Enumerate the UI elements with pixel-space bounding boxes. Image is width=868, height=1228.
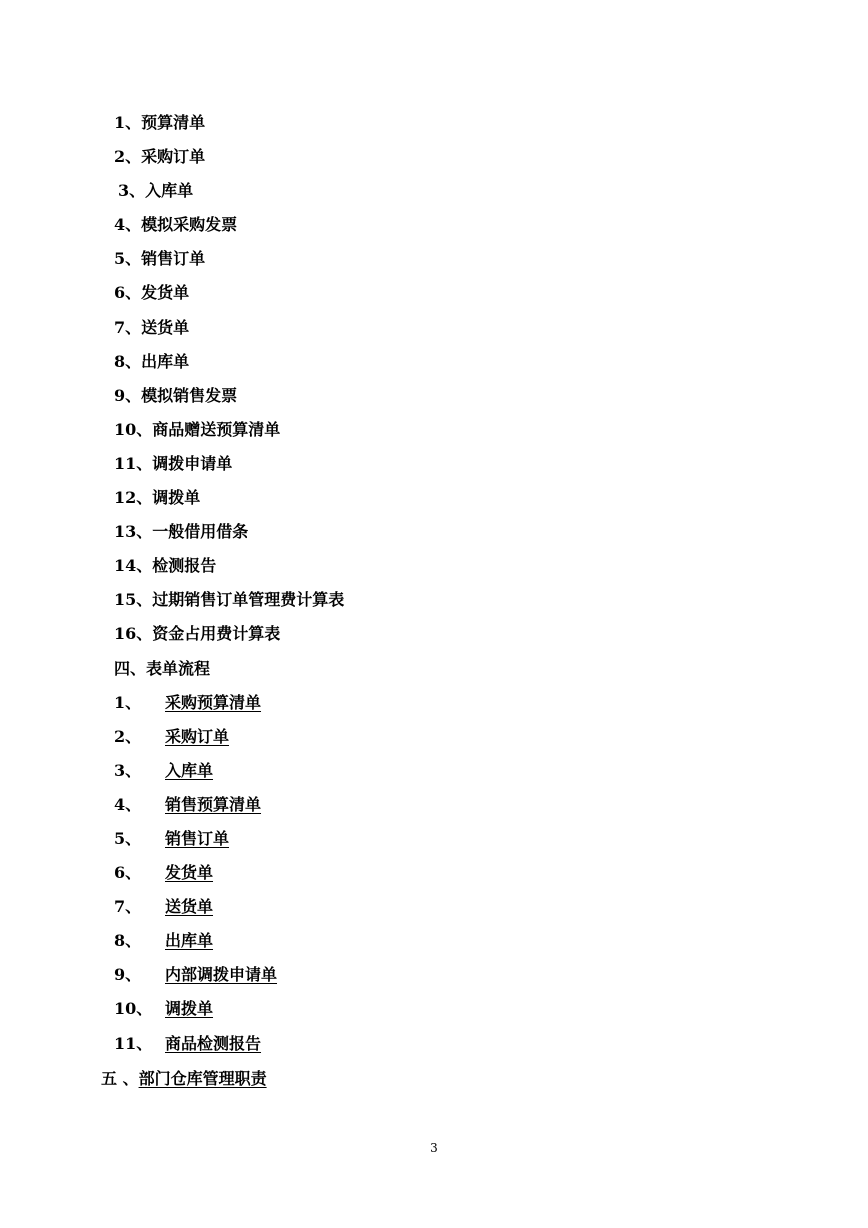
item-number: 5、 [114, 828, 142, 848]
flow-item-4[interactable] [114, 794, 344, 828]
item-number: 7、 [114, 317, 142, 337]
item-label: 调拨单 [152, 488, 201, 508]
form-item-1 [114, 112, 344, 146]
flow-item-10[interactable] [114, 998, 344, 1032]
flow-item-1[interactable] [114, 692, 344, 726]
form-item-3 [114, 180, 344, 214]
flow-link[interactable]: 采购订单 [165, 726, 230, 746]
flow-item-6[interactable] [114, 862, 344, 896]
flow-item-2[interactable] [114, 726, 344, 760]
flow-link[interactable]: 商品检测报告 [165, 1033, 262, 1053]
flow-link[interactable]: 送货单 [165, 897, 214, 917]
form-item-9 [114, 385, 344, 419]
flow-link[interactable]: 发货单 [165, 863, 214, 883]
item-label: 检测报告 [152, 556, 217, 576]
item-number: 13、 [114, 522, 153, 542]
item-number: 2、 [114, 147, 142, 167]
flow-link[interactable]: 销售订单 [165, 828, 230, 848]
flow-item-11[interactable] [114, 1033, 344, 1067]
item-number: 14、 [114, 556, 153, 576]
item-number: 7、 [114, 897, 142, 917]
item-number: 12、 [114, 488, 153, 508]
section-link[interactable]: 部门仓库管理职责 [138, 1069, 267, 1088]
item-number: 6、 [114, 863, 142, 883]
item-number: 1、 [114, 692, 142, 712]
form-item-10 [114, 419, 344, 453]
item-number: 8、 [114, 351, 142, 371]
item-label: 发货单 [141, 283, 190, 303]
item-number: 8、 [114, 931, 142, 951]
flow-link[interactable]: 调拨单 [165, 999, 214, 1019]
item-number: 11、 [114, 453, 153, 473]
item-label: 送货单 [141, 317, 190, 337]
item-number: 9、 [114, 965, 142, 985]
flow-item-7[interactable] [114, 896, 344, 930]
item-label: 入库单 [145, 181, 194, 201]
form-item-2 [114, 146, 344, 180]
item-label: 一般借用借条 [152, 522, 249, 542]
item-label: 采购订单 [141, 147, 206, 167]
item-number: 16、 [114, 624, 153, 644]
section-heading-5[interactable] [101, 1068, 267, 1090]
flow-link[interactable]: 销售预算清单 [165, 794, 262, 814]
section-number: 五 、 [101, 1069, 139, 1088]
form-item-15 [114, 589, 344, 623]
item-number: 1、 [114, 113, 142, 132]
form-item-6 [114, 282, 344, 316]
item-label: 预算清单 [141, 113, 206, 132]
flow-link[interactable]: 入库单 [165, 760, 214, 780]
item-label: 商品赠送预算清单 [152, 419, 281, 439]
flow-item-9[interactable] [114, 964, 344, 998]
item-number: 5、 [114, 249, 142, 269]
item-number: 10、 [114, 999, 153, 1019]
form-item-8 [114, 351, 344, 385]
item-number: 15、 [114, 590, 153, 610]
item-number: 4、 [114, 215, 142, 235]
form-item-13 [114, 521, 344, 555]
flow-item-8[interactable] [114, 930, 344, 964]
item-number: 9、 [114, 385, 142, 405]
item-label: 资金占用费计算表 [152, 624, 281, 644]
flow-link[interactable]: 出库单 [165, 931, 214, 951]
flow-link[interactable]: 采购预算清单 [165, 692, 262, 712]
item-number: 6、 [114, 283, 142, 303]
form-item-4 [114, 214, 344, 248]
item-number: 2、 [114, 726, 142, 746]
item-number: 11、 [114, 1033, 153, 1053]
flow-item-3[interactable] [114, 760, 344, 794]
page-number: 3 [430, 1141, 438, 1155]
form-item-5 [114, 248, 344, 282]
item-label: 过期销售订单管理费计算表 [152, 590, 345, 610]
section-heading-4 [114, 658, 344, 692]
item-label: 模拟销售发票 [141, 385, 238, 405]
form-item-16 [114, 623, 344, 657]
flow-link[interactable]: 内部调拨申请单 [165, 965, 278, 985]
form-item-14 [114, 555, 344, 589]
form-item-11 [114, 453, 344, 487]
item-number: 3、 [114, 760, 142, 780]
item-label: 出库单 [141, 351, 190, 371]
outline-list [114, 112, 344, 1067]
item-label: 调拨申请单 [152, 453, 233, 473]
item-number: 10、 [114, 419, 153, 439]
item-label: 销售订单 [141, 249, 206, 269]
item-number: 4、 [114, 794, 142, 814]
flow-item-5[interactable] [114, 828, 344, 862]
item-label: 模拟采购发票 [141, 215, 238, 235]
form-item-7 [114, 317, 344, 351]
item-number: 3、 [118, 181, 146, 201]
form-item-12 [114, 487, 344, 521]
section-title: 四、表单流程 [114, 658, 211, 678]
